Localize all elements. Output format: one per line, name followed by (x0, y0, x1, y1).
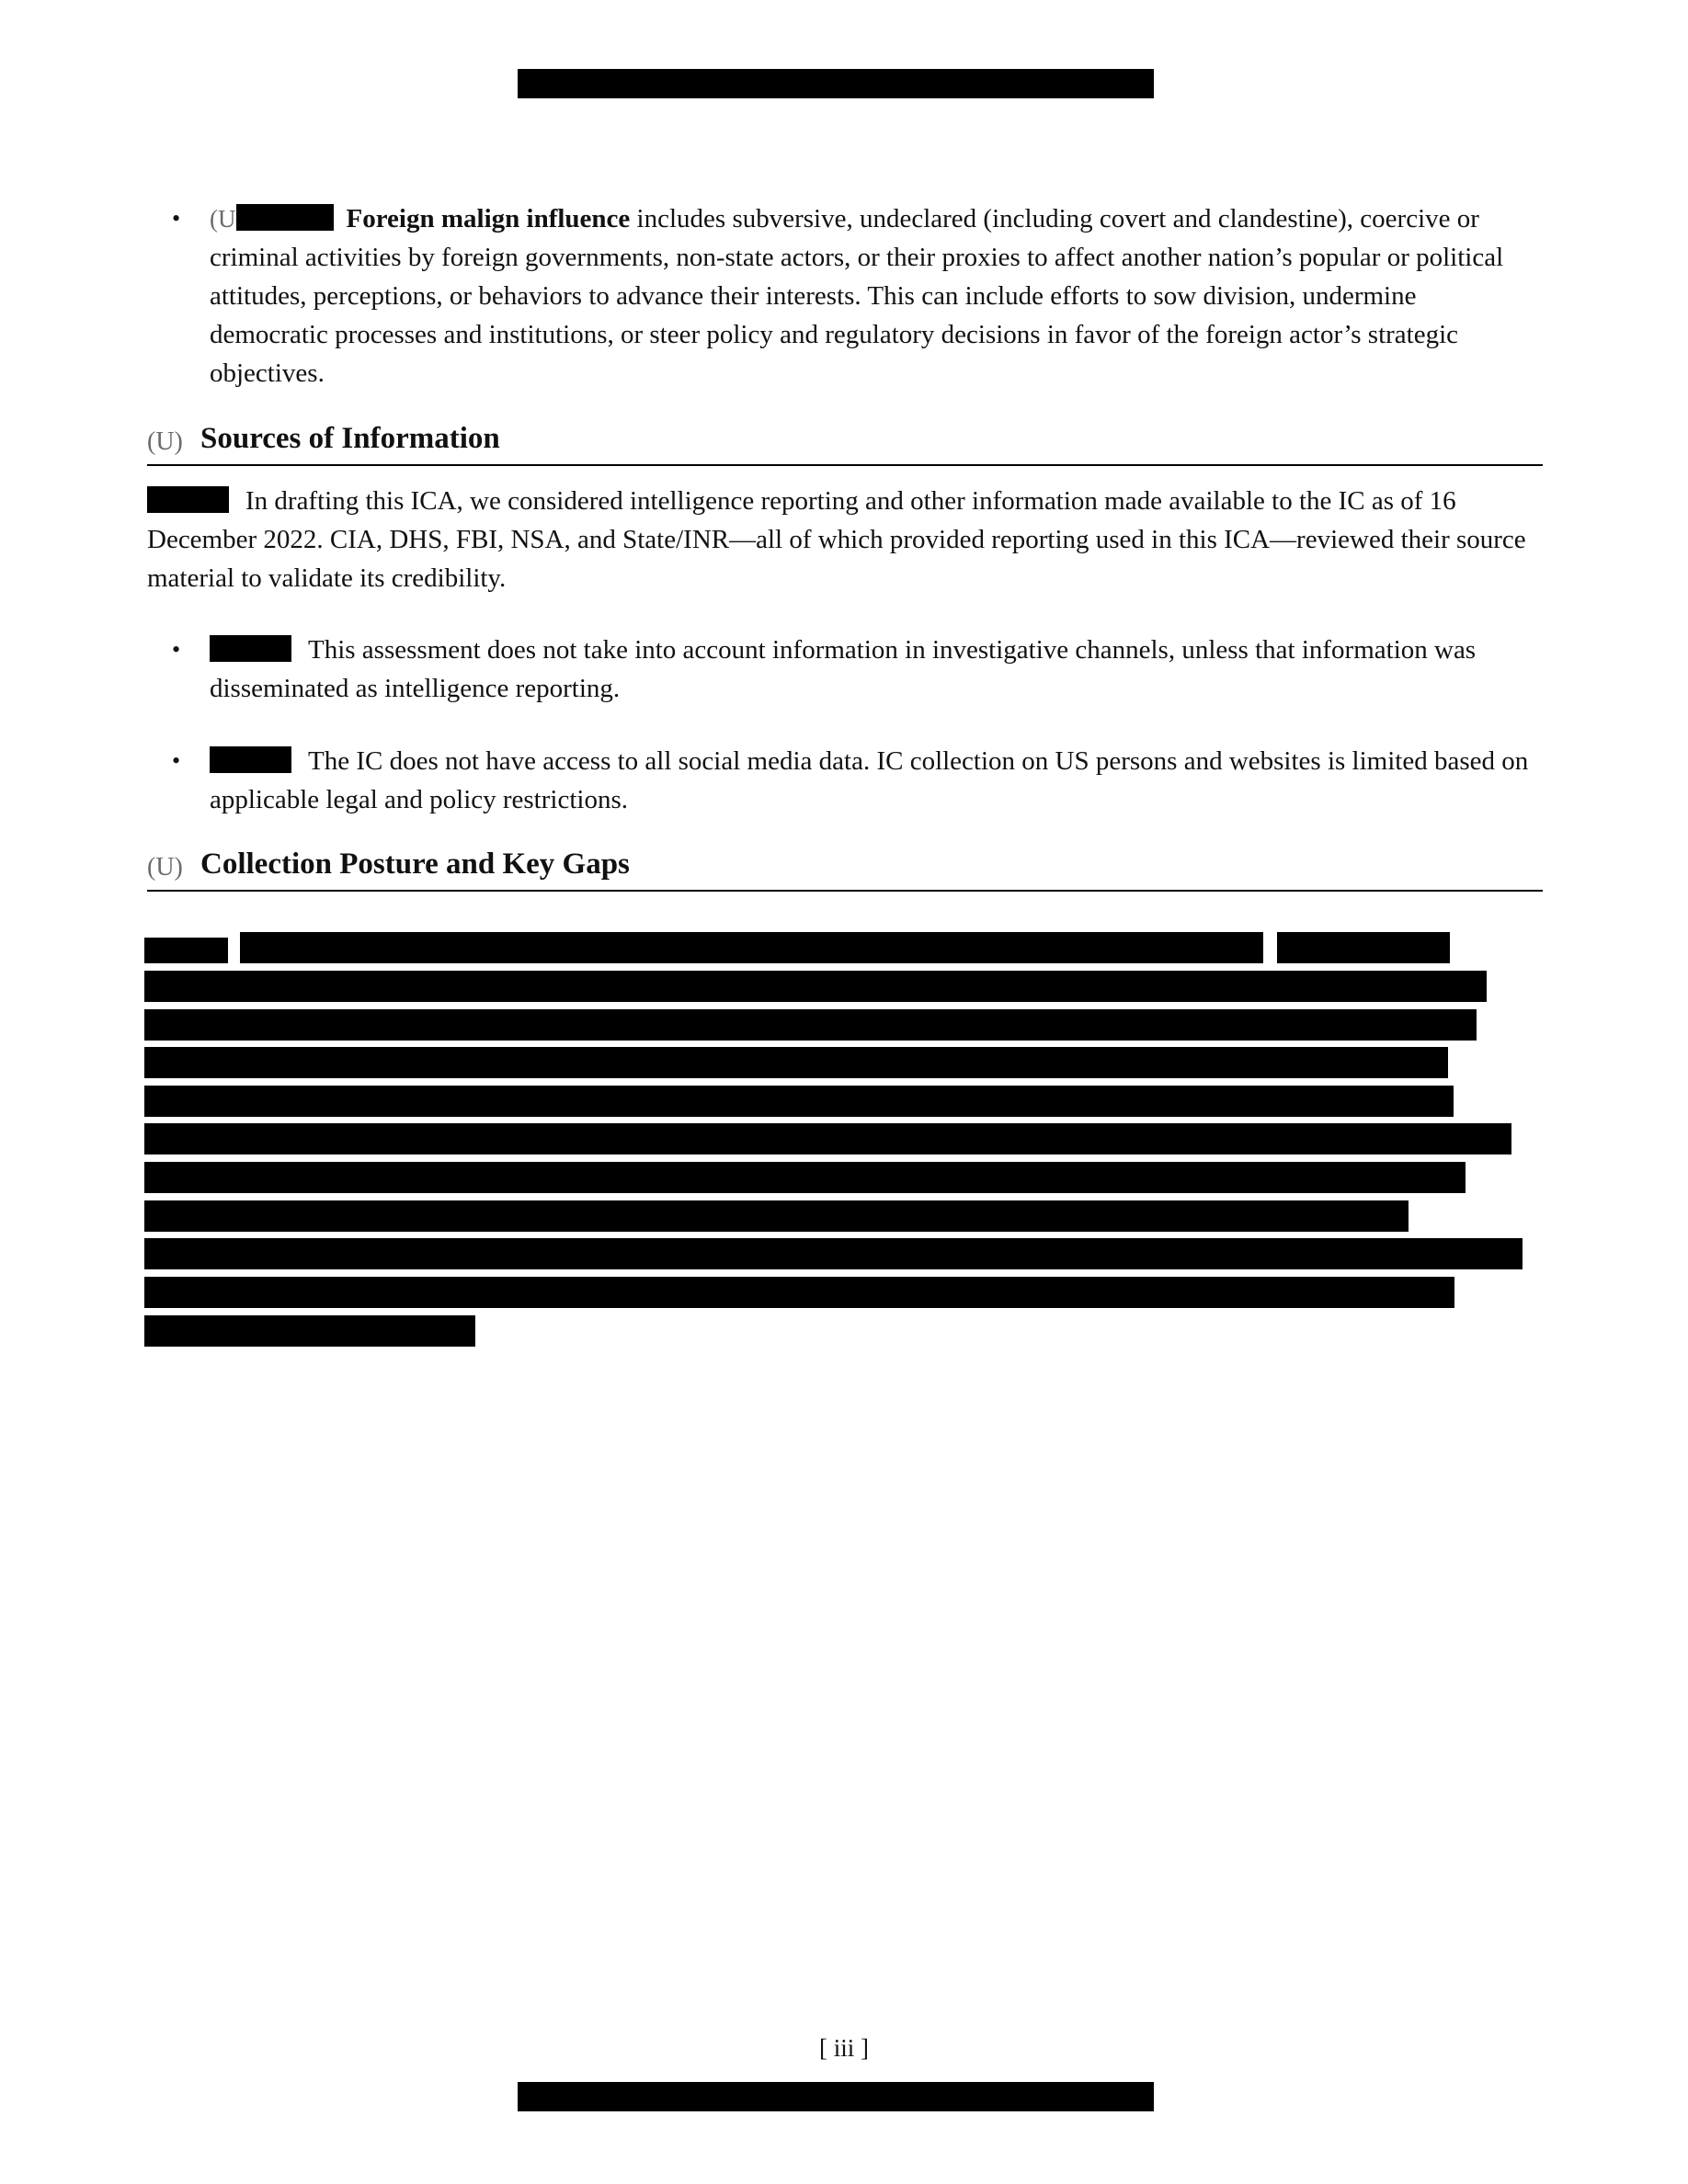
redaction-bar (144, 1238, 1523, 1269)
defined-term: Foreign malign influence (346, 204, 631, 233)
sources-paragraph (147, 482, 1526, 597)
redaction-bar (144, 1200, 1409, 1232)
section-heading-collection (147, 847, 1543, 892)
section-title: Sources of Information (200, 422, 500, 455)
section-marking: (U) (147, 427, 183, 456)
redaction-bar (144, 1123, 1511, 1155)
page-number: [ iii ] (819, 2034, 869, 2062)
redaction-bar (144, 1086, 1454, 1117)
sources-bullet-1 (210, 631, 1534, 708)
paragraph-marking-redaction (147, 486, 229, 513)
sources-bullet-2-text: The IC does not have access to all social media data. IC collection on US persons and websites is limited based on applicable legal and policy restrictions. (210, 746, 1529, 814)
foreign-malign-influence-bullet (210, 199, 1534, 392)
bullet-marker: • (172, 636, 181, 663)
redaction-bar (144, 938, 228, 963)
sources-paragraph-text: In drafting this ICA, we considered intelligence reporting and other information made available to the IC as of 16 December 2022. CIA, DHS, FBI, NSA, and State/INR—all of which provided reporting used in this ICA—reviewed their source material to validate its credibility. (147, 486, 1526, 593)
redaction-bar (144, 1162, 1466, 1193)
portion-marking-redaction (236, 204, 334, 231)
redaction-bar (144, 1047, 1448, 1078)
bullet-marker: • (172, 747, 181, 774)
portion-marking-prefix: (U (210, 205, 236, 233)
definition-text: includes subversive, undeclared (including covert and clandestine), coercive or criminal activities by foreign governments, non-state actors, or their proxies to affect another nation’s popular or political attitudes, perceptions, or behaviors to advance their interests. This can include efforts to sow division, undermine democratic processes and institutions, or steer policy and regulatory decisions in favor of the foreign actor’s strategic objectives. (210, 204, 1504, 388)
redaction-bar (1277, 932, 1450, 963)
bullet-marking-redaction (210, 746, 291, 773)
redaction-bar (240, 932, 1263, 963)
section-marking: (U) (147, 853, 183, 882)
redaction-bar (144, 1009, 1477, 1041)
redaction-bar (144, 1277, 1454, 1308)
sources-bullet-2 (210, 742, 1534, 819)
redaction-bar (144, 971, 1487, 1002)
bullet-marking-redaction (210, 635, 291, 662)
bullet-marker: • (172, 205, 181, 232)
bottom-classification-banner-redaction (518, 2082, 1154, 2111)
section-title: Collection Posture and Key Gaps (200, 847, 630, 881)
top-classification-banner-redaction (518, 69, 1154, 98)
section-heading-sources (147, 422, 1543, 466)
sources-bullet-1-text: This assessment does not take into account information in investigative channels, unless that information was disseminated as intelligence reporting. (210, 635, 1477, 703)
redaction-bar (144, 1315, 475, 1347)
